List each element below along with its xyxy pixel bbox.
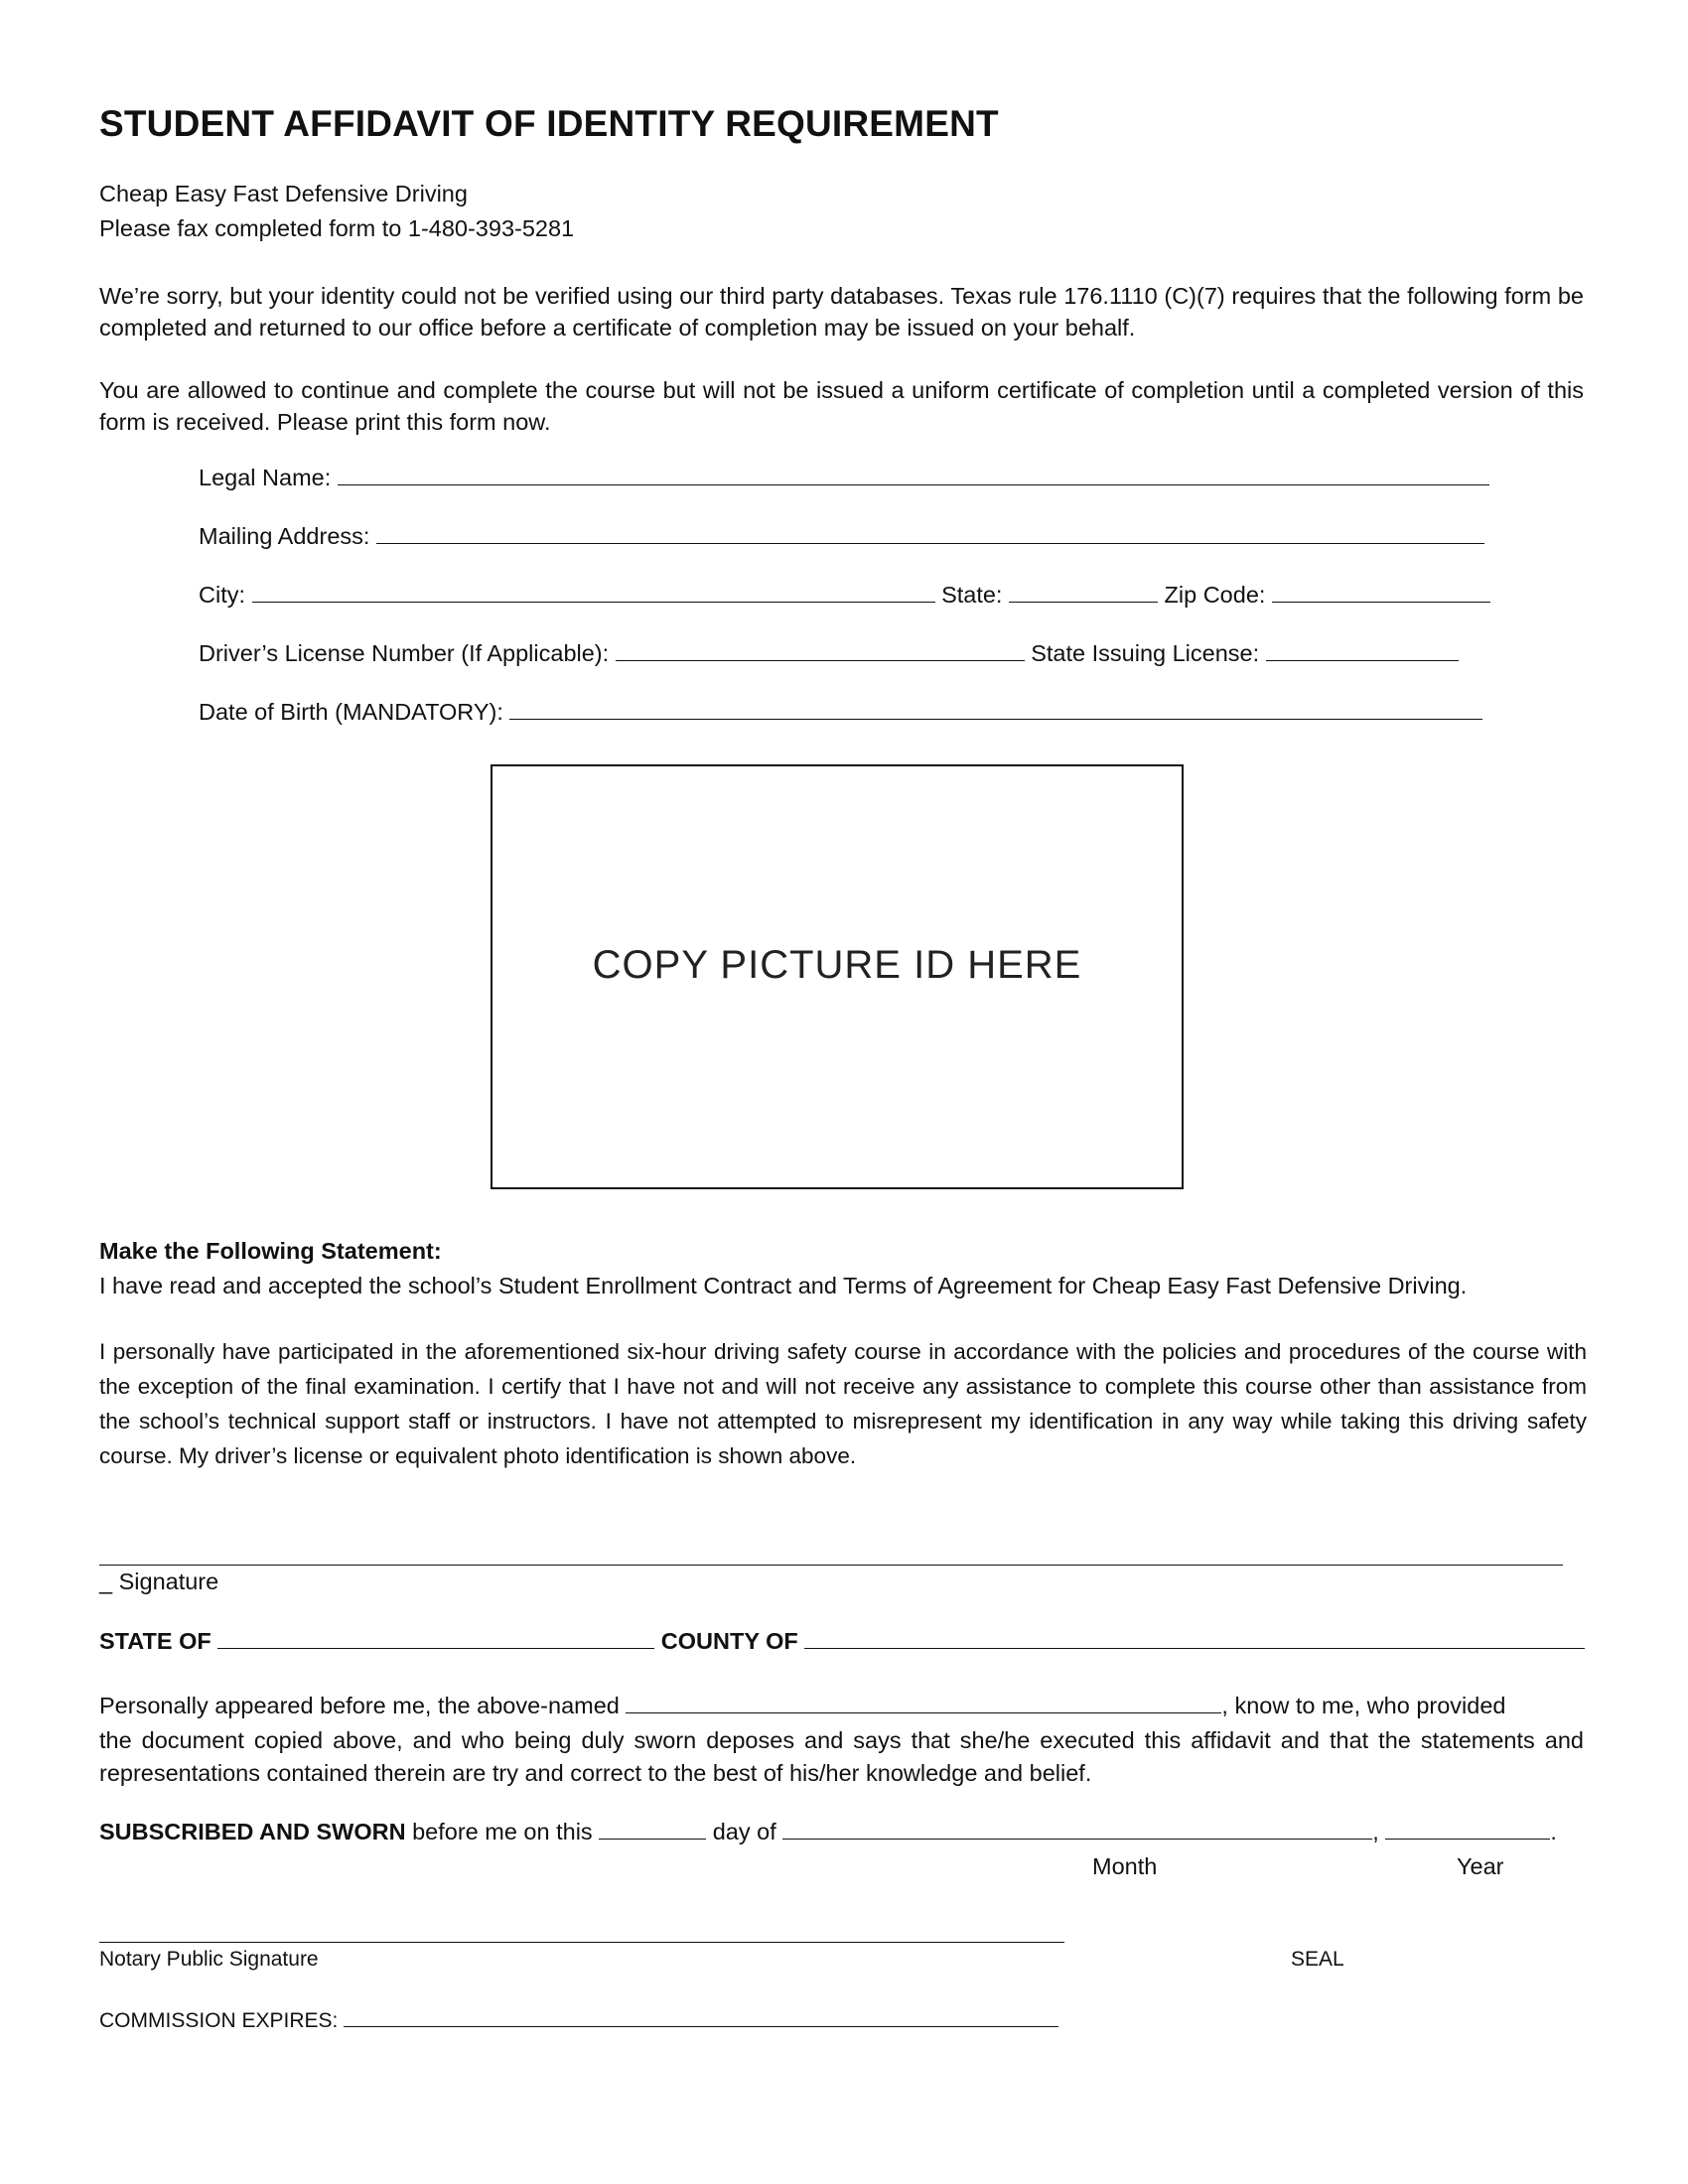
legal-name-row	[199, 463, 1489, 491]
day-field[interactable]	[599, 1817, 706, 1840]
sworn-row	[99, 1817, 1557, 1845]
zip-field[interactable]	[1272, 580, 1490, 603]
notary-signature-line[interactable]	[99, 1942, 1064, 1943]
city-field[interactable]	[252, 580, 935, 603]
month-field[interactable]	[782, 1817, 1372, 1840]
dob-row	[199, 697, 1482, 726]
commission-expires-label: COMMISSION EXPIRES:	[99, 2009, 339, 2032]
day-of-label: day of	[712, 1819, 776, 1844]
school-name: Cheap Easy Fast Defensive Driving	[99, 181, 468, 206]
signature-label: _ Signature	[99, 1569, 219, 1594]
legal-name-label: Legal Name:	[199, 465, 332, 490]
state-of-label: STATE OF	[99, 1628, 211, 1654]
appeared-prefix: Personally appeared before me, the above-named	[99, 1693, 620, 1718]
mailing-address-label: Mailing Address:	[199, 523, 370, 549]
commission-row	[99, 2006, 1058, 2033]
picture-id-box	[491, 764, 1184, 1189]
seal-label: SEAL	[1291, 1948, 1344, 1971]
dob-label: Date of Birth (MANDATORY):	[199, 699, 503, 725]
year-field[interactable]	[1385, 1817, 1550, 1840]
state-county-row	[99, 1626, 1585, 1655]
county-of-field[interactable]	[804, 1626, 1585, 1649]
statement-paragraph: I personally have participated in the aforementioned six-hour driving safety course in accordance with the policies and procedures of the course with the exception of the final examination. I certify that I have not and will not receive any assistance to complete this course other than assistance from the school’s technical support staff or instructors. I have not attempted to misrepresent my identification in any way while taking this driving safety course. My driver’s license or equivalent photo identification is shown above.	[99, 1339, 1587, 1468]
dl-number-field[interactable]	[616, 638, 1025, 661]
period: .	[1550, 1819, 1557, 1844]
comma: ,	[1372, 1819, 1379, 1844]
state-of-field[interactable]	[217, 1626, 654, 1649]
notary-signature-label: Notary Public Signature	[99, 1948, 319, 1971]
appeared-paragraph: the document copied above, and who being duly sworn deposes and says that she/he executed this affidavit and that the statements and representations contained therein are try and correct to the best of his/her knowledge and belief.	[99, 1727, 1584, 1786]
legal-name-field[interactable]	[338, 463, 1489, 485]
state-issuing-label: State Issuing License:	[1031, 640, 1260, 666]
city-state-zip-row	[199, 580, 1490, 609]
license-row	[199, 638, 1459, 667]
zip-label: Zip Code:	[1164, 582, 1266, 608]
year-label: Year	[1457, 1853, 1504, 1879]
state-issuing-field[interactable]	[1266, 638, 1459, 661]
intro-paragraph-2: You are allowed to continue and complete the course but will not be issued a uniform certificate of completion until a completed version of this form is received. Please print this form now.	[99, 377, 1584, 435]
fax-instructions: Please fax completed form to 1-480-393-5281	[99, 215, 575, 241]
sworn-before-label: before me on this	[412, 1819, 593, 1844]
picture-id-label: COPY PICTURE ID HERE	[592, 943, 1082, 987]
state-field[interactable]	[1009, 580, 1158, 603]
city-label: City:	[199, 582, 245, 608]
page-title: STUDENT AFFIDAVIT OF IDENTITY REQUIREMENT	[99, 103, 999, 144]
appeared-line-1	[99, 1691, 1505, 1719]
statement-line-1: I have read and accepted the school’s Student Enrollment Contract and Terms of Agreement for Cheap Easy Fast Defensive Driving.	[99, 1273, 1468, 1298]
mailing-address-field[interactable]	[376, 521, 1484, 544]
mailing-address-row	[199, 521, 1484, 550]
state-label: State:	[941, 582, 1003, 608]
dl-number-label: Driver’s License Number (If Applicable):	[199, 640, 610, 666]
statement-heading: Make the Following Statement:	[99, 1238, 442, 1264]
month-label: Month	[1092, 1853, 1158, 1879]
commission-expires-field[interactable]	[344, 2006, 1058, 2027]
intro-paragraph-1: We’re sorry, but your identity could not be verified using our third party databases. Texas rule 176.1110 (C)(7) requires that the following form be completed and returned to our office before a certificate of completion may be issued on your behalf.	[99, 283, 1584, 341]
appeared-name-field[interactable]	[626, 1691, 1221, 1713]
dob-field[interactable]	[509, 697, 1482, 720]
signature-line[interactable]	[99, 1565, 1563, 1566]
sworn-bold-label: SUBSCRIBED AND SWORN	[99, 1819, 406, 1844]
county-of-label: COUNTY OF	[660, 1628, 798, 1654]
appeared-suffix: , know to me, who provided	[1221, 1693, 1506, 1718]
